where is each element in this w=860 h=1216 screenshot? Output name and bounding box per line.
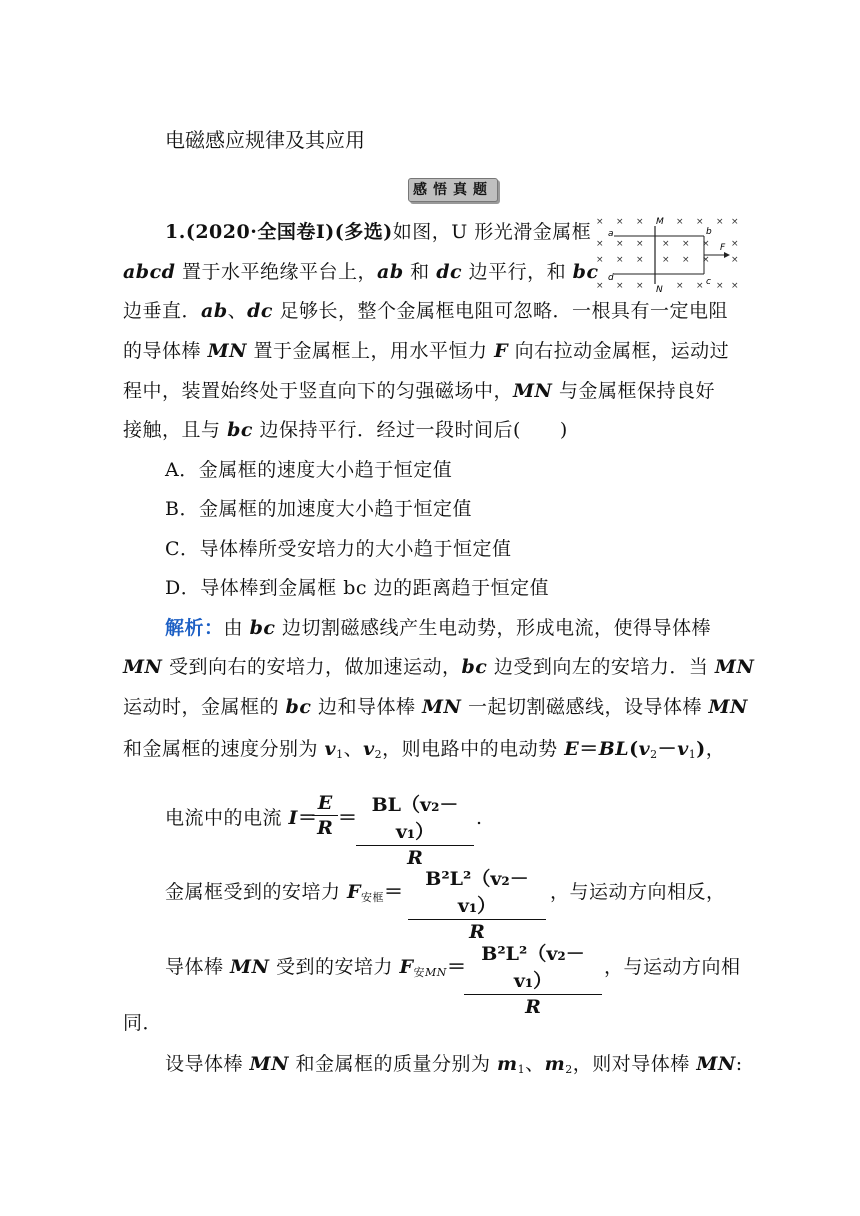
current-fraction: BL（v₂－v₁） R	[356, 790, 474, 869]
solution-line-4: 和金属框的速度分别为 $v_1$、$v_2$，则电路中的电动势 $E=BL(v_2-v_1)$，	[123, 738, 726, 761]
svg-text:×: ×	[702, 239, 710, 249]
option-c: C．导体棒所受安培力的大小趋于恒定值	[165, 538, 512, 560]
svg-text:×: ×	[662, 255, 670, 265]
svg-text:×: ×	[682, 255, 690, 265]
svg-text:×: ×	[696, 217, 704, 227]
svg-text:×: ×	[616, 217, 624, 227]
svg-text:×: ×	[716, 281, 724, 291]
svg-text:×: ×	[676, 281, 684, 291]
svg-text:×: ×	[662, 239, 670, 249]
section-badge: 感悟真题	[408, 178, 498, 202]
frame-force-tail: ，与运动方向相反，	[550, 881, 726, 903]
label-F: F	[720, 243, 726, 253]
question-line-6: 接触，且与 bc 边保持平行．经过一段时间后( )	[123, 419, 568, 441]
svg-text:×: ×	[596, 239, 604, 249]
frame-force-label: 金属框受到的安培力 $F_{安框}=$	[165, 881, 404, 904]
svg-text:×: ×	[731, 281, 739, 291]
frame-force-fraction: B²L²（v₂－v₁） R	[408, 864, 546, 943]
magnetic-field-marks	[596, 217, 739, 291]
mass-line: 设导体棒 MN 和金属框的质量分别为 $m_1$、$m_2$，则对导体棒 MN:	[165, 1053, 743, 1076]
question-line-3: 边垂直．ab、dc 足够长，整个金属框电阻可忽略．一根具有一定电阻	[123, 300, 729, 322]
svg-text:×: ×	[702, 255, 710, 265]
svg-text:×: ×	[596, 255, 604, 265]
svg-text:×: ×	[731, 255, 739, 265]
label-b: b	[706, 227, 712, 237]
svg-text:×: ×	[676, 217, 684, 227]
option-b: B．金属框的加速度大小趋于恒定值	[165, 498, 472, 520]
label-M: M	[656, 217, 664, 227]
svg-text:×: ×	[636, 217, 644, 227]
svg-text:×: ×	[731, 217, 739, 227]
equals-sign: ＝	[338, 807, 358, 829]
svg-text:×: ×	[616, 239, 624, 249]
current-period: .	[476, 807, 483, 829]
label-d: d	[608, 273, 614, 283]
solution-line-1: 解析：由 bc 边切割磁感线产生电动势，形成电流，使得导体棒	[165, 617, 711, 639]
svg-text:×: ×	[696, 281, 704, 291]
section-title: 电磁感应规律及其应用	[165, 128, 365, 152]
question-line-4: 的导体棒 MN 置于金属框上，用水平恒力 F 向右拉动金属框，运动过	[123, 340, 730, 362]
u-frame-figure	[592, 214, 742, 294]
question-line-2: abcd 置于水平绝缘平台上，ab 和 dc 边平行，和 bc	[123, 261, 599, 283]
svg-text:×: ×	[616, 255, 624, 265]
solution-line-3: 运动时，金属框的 bc 边和导体棒 MN 一起切割磁感线，设导体棒 MN	[123, 696, 748, 718]
svg-text:×: ×	[636, 239, 644, 249]
svg-text:×: ×	[616, 281, 624, 291]
current-equation-label: 电流中的电流 I＝	[165, 807, 318, 829]
svg-text:×: ×	[731, 239, 739, 249]
label-N: N	[656, 285, 663, 294]
svg-text:×: ×	[596, 281, 604, 291]
question-line-5: 程中，装置始终处于竖直向下的匀强磁场中，MN 与金属框保持良好	[123, 380, 715, 402]
svg-text:×: ×	[636, 281, 644, 291]
rod-force-fraction: B²L²（v₂－v₁） R	[464, 939, 602, 1018]
svg-text:×: ×	[682, 239, 690, 249]
svg-text:×: ×	[716, 217, 724, 227]
label-c: c	[706, 277, 711, 287]
emf-over-r-fraction: E R	[312, 792, 338, 839]
option-a: A．金属框的速度大小趋于恒定值	[165, 459, 453, 481]
rod-force-label: 导体棒 MN 受到的安培力 $F_{安MN}=$	[165, 956, 467, 979]
rod-force-tail: ，与运动方向相	[604, 956, 741, 978]
rod-force-tail-2: 同．	[123, 1012, 163, 1034]
solution-line-2: MN 受到向右的安培力，做加速运动，bc 边受到向左的安培力．当 MN	[123, 656, 755, 678]
label-a: a	[608, 229, 614, 239]
svg-text:×: ×	[636, 255, 644, 265]
option-d: D．导体棒到金属框 bc 边的距离趋于恒定值	[165, 577, 550, 599]
svg-text:×: ×	[596, 217, 604, 227]
question-line-1: 1.(2020·全国卷Ⅰ)(多选)如图，U 形光滑金属框	[165, 221, 592, 243]
solution-label: 解析：	[165, 617, 224, 639]
